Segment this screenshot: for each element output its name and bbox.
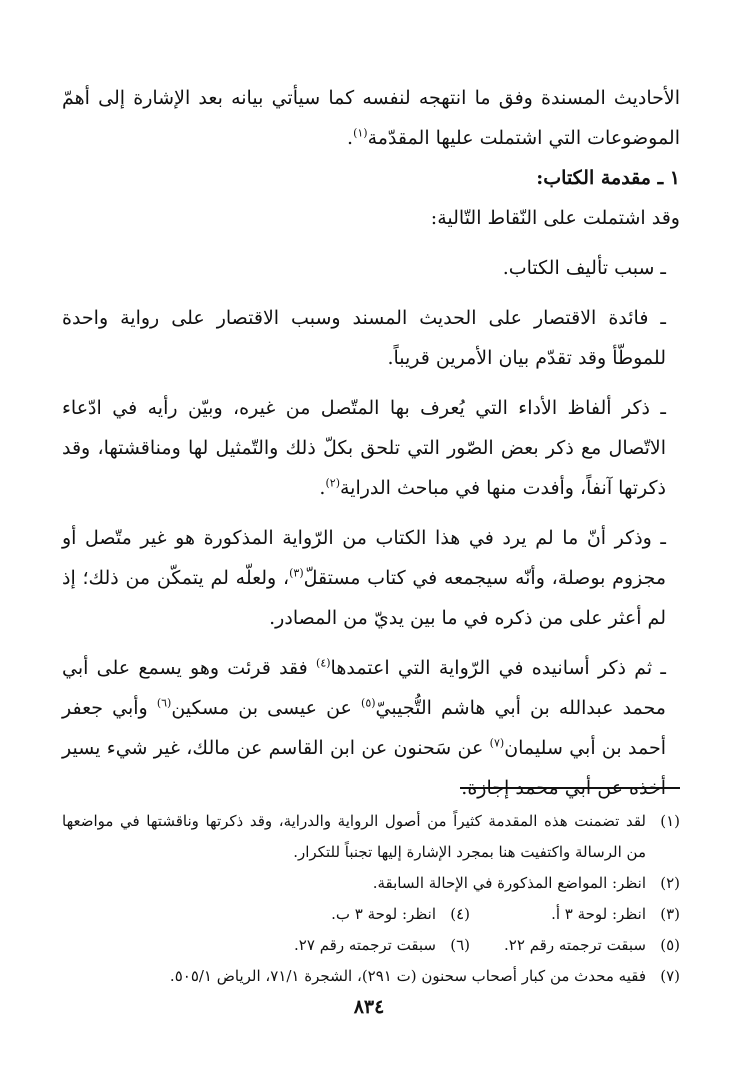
footnote-ref-4[interactable]: (٤): [316, 656, 331, 670]
point-1-text: ـ سبب تأليف الكتاب.: [502, 257, 666, 279]
footnote-3-number: (٣): [660, 905, 680, 923]
footnote-5-number: (٥): [660, 936, 680, 954]
point-3: [62, 388, 680, 508]
footnote-4-number: (٤): [450, 905, 470, 923]
point-2-text: ـ فائدة الاقتصار على الحديث المسند وسبب الاقتصار على رواية واحدة للموطّأ وقد تقدّم بيان الأمرين قريباً.: [62, 307, 666, 369]
page-number: ٨٣٤: [353, 996, 385, 1018]
section-lead: وقد اشتملت على النّقاط التّالية:: [430, 207, 680, 229]
point-5-text-d: وأبي جعفر أحمد بن أبي سليمان: [62, 697, 666, 759]
footnote-3: [470, 899, 680, 930]
footnote-2: [62, 868, 680, 899]
footnote-2-text: انظر: المواضع المذكورة في الإحالة السابقة.: [372, 874, 646, 892]
footnote-row-5-6: [62, 930, 680, 961]
footnote-2-number: (٢): [660, 874, 680, 892]
point-4: [62, 518, 680, 638]
footnote-5-text: سبقت ترجمته رقم ٢٢.: [504, 936, 646, 954]
point-5: [62, 648, 680, 808]
intro-paragraph: [62, 78, 680, 158]
footnote-1: [62, 806, 680, 868]
footnote-row-3-4: [62, 899, 680, 930]
footnote-6-number: (٦): [450, 936, 470, 954]
footnote-6: [260, 930, 470, 961]
intro-line-2-end: .: [347, 127, 354, 149]
point-5-text-b: فقد قرئت وهو يسمع على أبي محمد عبدالله بن أبي هاشم التُّجيبيّ: [62, 657, 666, 719]
point-5-text-c: عن عيسى بن مسكين: [171, 697, 362, 719]
point-3-end: .: [319, 477, 326, 499]
footnote-ref-1[interactable]: (١): [353, 126, 368, 140]
point-4-text: ـ وذكر أنّ ما لم يرد في هذا الكتاب من الرّواية المذكورة هو غير متّصل أو مجزوم بوصلة، وأنّه سيجمعه في كتاب مستقلّ: [62, 527, 666, 589]
footnote-3-text: انظر: لوحة ٣ أ.: [551, 905, 646, 923]
intro-line-1: الأحاديث المسندة وفق ما انتهجه لنفسه كما سيأتي بيانه بعد الإشارة إلى أهمّ: [62, 87, 680, 109]
intro-line-2: الموضوعات التي اشتملت عليها المقدّمة: [367, 127, 680, 149]
footnote-1-text: لقد تضمنت هذه المقدمة كثيراً من أصول الرواية والدراية، وقد ذكرتها وناقشتها في مواضعها من الرسالة واكتفيت هنا بمجرد الإشارة إليها تجنباً للتكرار.: [62, 812, 646, 861]
point-3-text: ـ ذكر ألفاظ الأداء التي يُعرف بها المتّصل من غيره، وبيّن رأيه في ادّعاء الاتّصال مع ذكر بعض الصّور التي تلحق بكلّ ذلك والتّمثيل لها ومناقشتها، وقد ذكرتها آنفاً، وأفدت منها في مباحث الدراية: [62, 397, 666, 499]
footnote-ref-5[interactable]: (٥): [361, 696, 376, 710]
footnote-divider: [460, 787, 680, 789]
footnotes: [62, 806, 680, 992]
footnote-ref-3[interactable]: (٣): [289, 566, 304, 580]
footnote-7-text: فقيه محدث من كبار أصحاب سحنون (ت ٢٩١)، الشجرة ٧١/١، الرياض ٥٠٥/١.: [169, 967, 646, 985]
point-5-text-a: ـ ثم ذكر أسانيده في الرّواية التي اعتمدها: [330, 657, 666, 679]
footnote-ref-6[interactable]: (٦): [156, 696, 172, 710]
main-text: [62, 78, 680, 808]
footnote-ref-2[interactable]: (٢): [325, 476, 340, 490]
point-1: [62, 248, 680, 288]
footnote-7: [62, 961, 680, 992]
point-5-text-e: عن سَحنون عن ابن القاسم عن مالك، غير شيء يسير أخذه عن أبي محمد إجازة.: [62, 737, 666, 799]
footnote-ref-7[interactable]: (٧): [489, 736, 505, 750]
footnote-7-number: (٧): [660, 967, 680, 985]
footnote-1-number: (١): [660, 812, 680, 830]
footnote-4: [260, 899, 470, 930]
footnote-5: [470, 930, 680, 961]
footnote-6-text: سبقت ترجمته رقم ٢٧.: [294, 936, 436, 954]
point-4-end: ، ولعلّه لم يتمكّن من ذلك؛ إذ لم أعثر على من ذكره في ما بين يديّ من المصادر.: [62, 567, 666, 629]
section-heading: ١ ـ مقدمة الكتاب:: [536, 167, 680, 189]
footnote-4-text: انظر: لوحة ٣ ب.: [331, 905, 436, 923]
point-2: [62, 298, 680, 378]
